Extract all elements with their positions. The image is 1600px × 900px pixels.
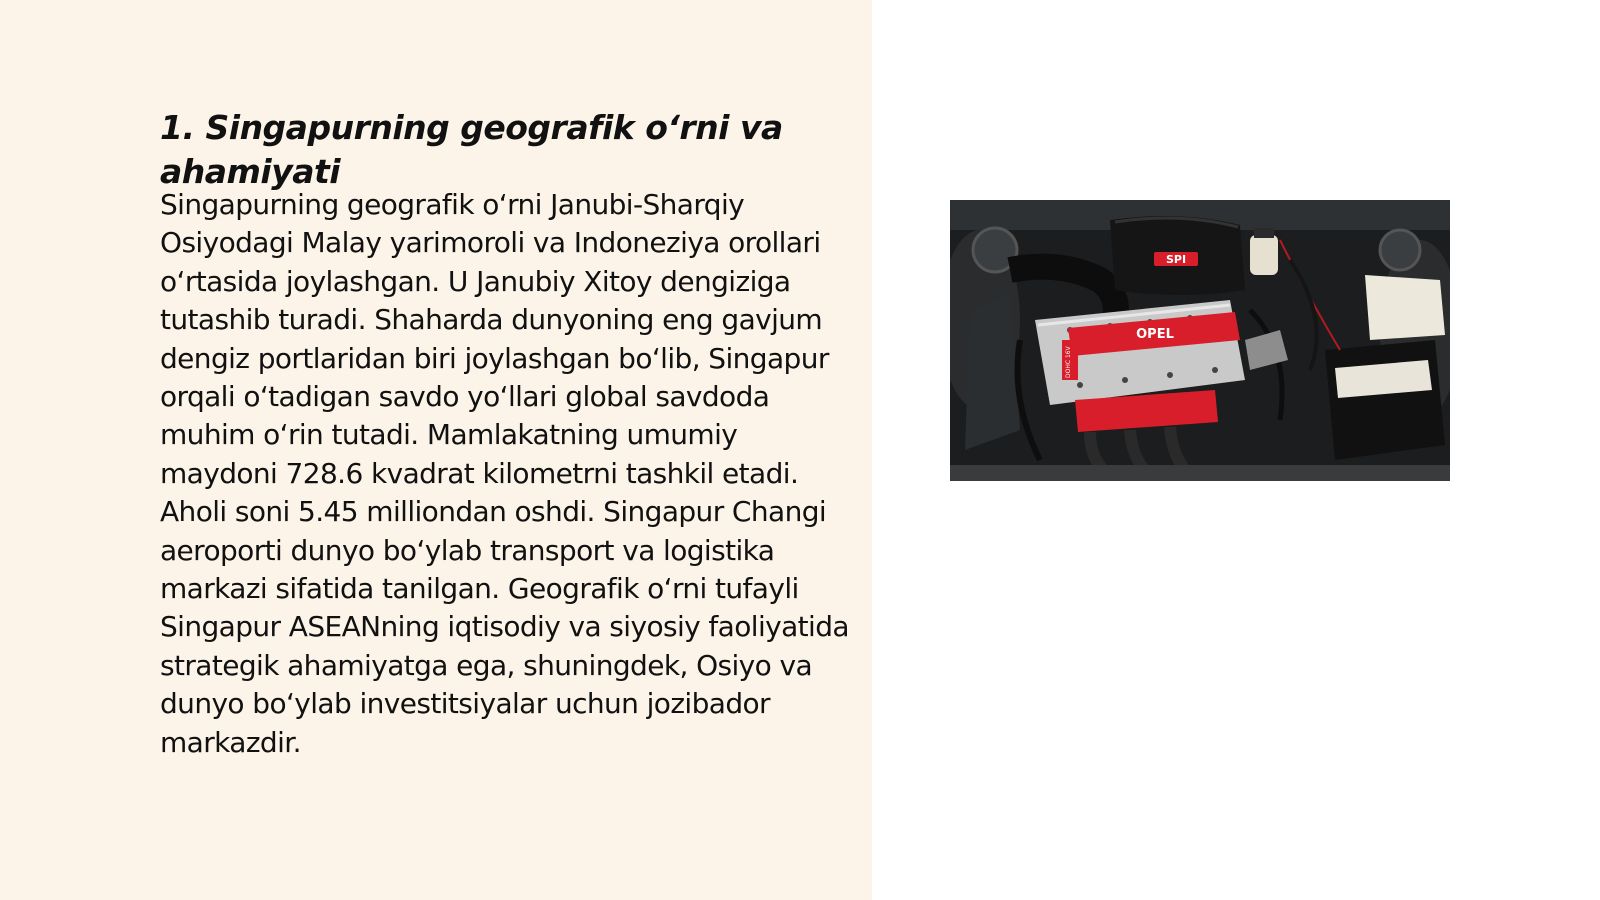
engine-photo [950,200,1450,481]
engine-photo-illustration [950,200,1450,481]
side-label-text: DOHC 16V [1065,346,1072,378]
slide-body-text: Singapurning geografik o‘rni Janubi-Sharqiy Osiyodagi Malay yarimoroli va Indoneziya orollari o‘rtasida joylashgan. U Janubiy Xitoy dengiziga tutashib turadi. Shaharda dunyoning eng gavjum dengiz portlaridan biri joylashgan bo‘lib, Singapur orqali o‘tadigan savdo yo‘llari global savdoda muhim o‘rin tutadi. Mamlakatning umumiy maydoni 728.6 kvadrat kilometrni tashkil etadi. Aholi soni 5.45 milliondan oshdi. Singapur Changi aeroporti dunyo bo‘ylab transport va logistika markazi sifatida tanilgan. Geografik o‘rni tufayli Singapur ASEANning iqtisodiy va siyosiy faoliyatida strategik ahamiyatga ega, shuningdek, Osiyo va dunyo bo‘ylab investitsiyalar uchun jozibador markazdir. [160,188,849,759]
slide-title: 1. Singapurning geografik o‘rni va ahamiyati [160,108,783,191]
cover-text: SPI [1165,253,1187,266]
valve-cover-text: OPEL [1136,327,1174,342]
